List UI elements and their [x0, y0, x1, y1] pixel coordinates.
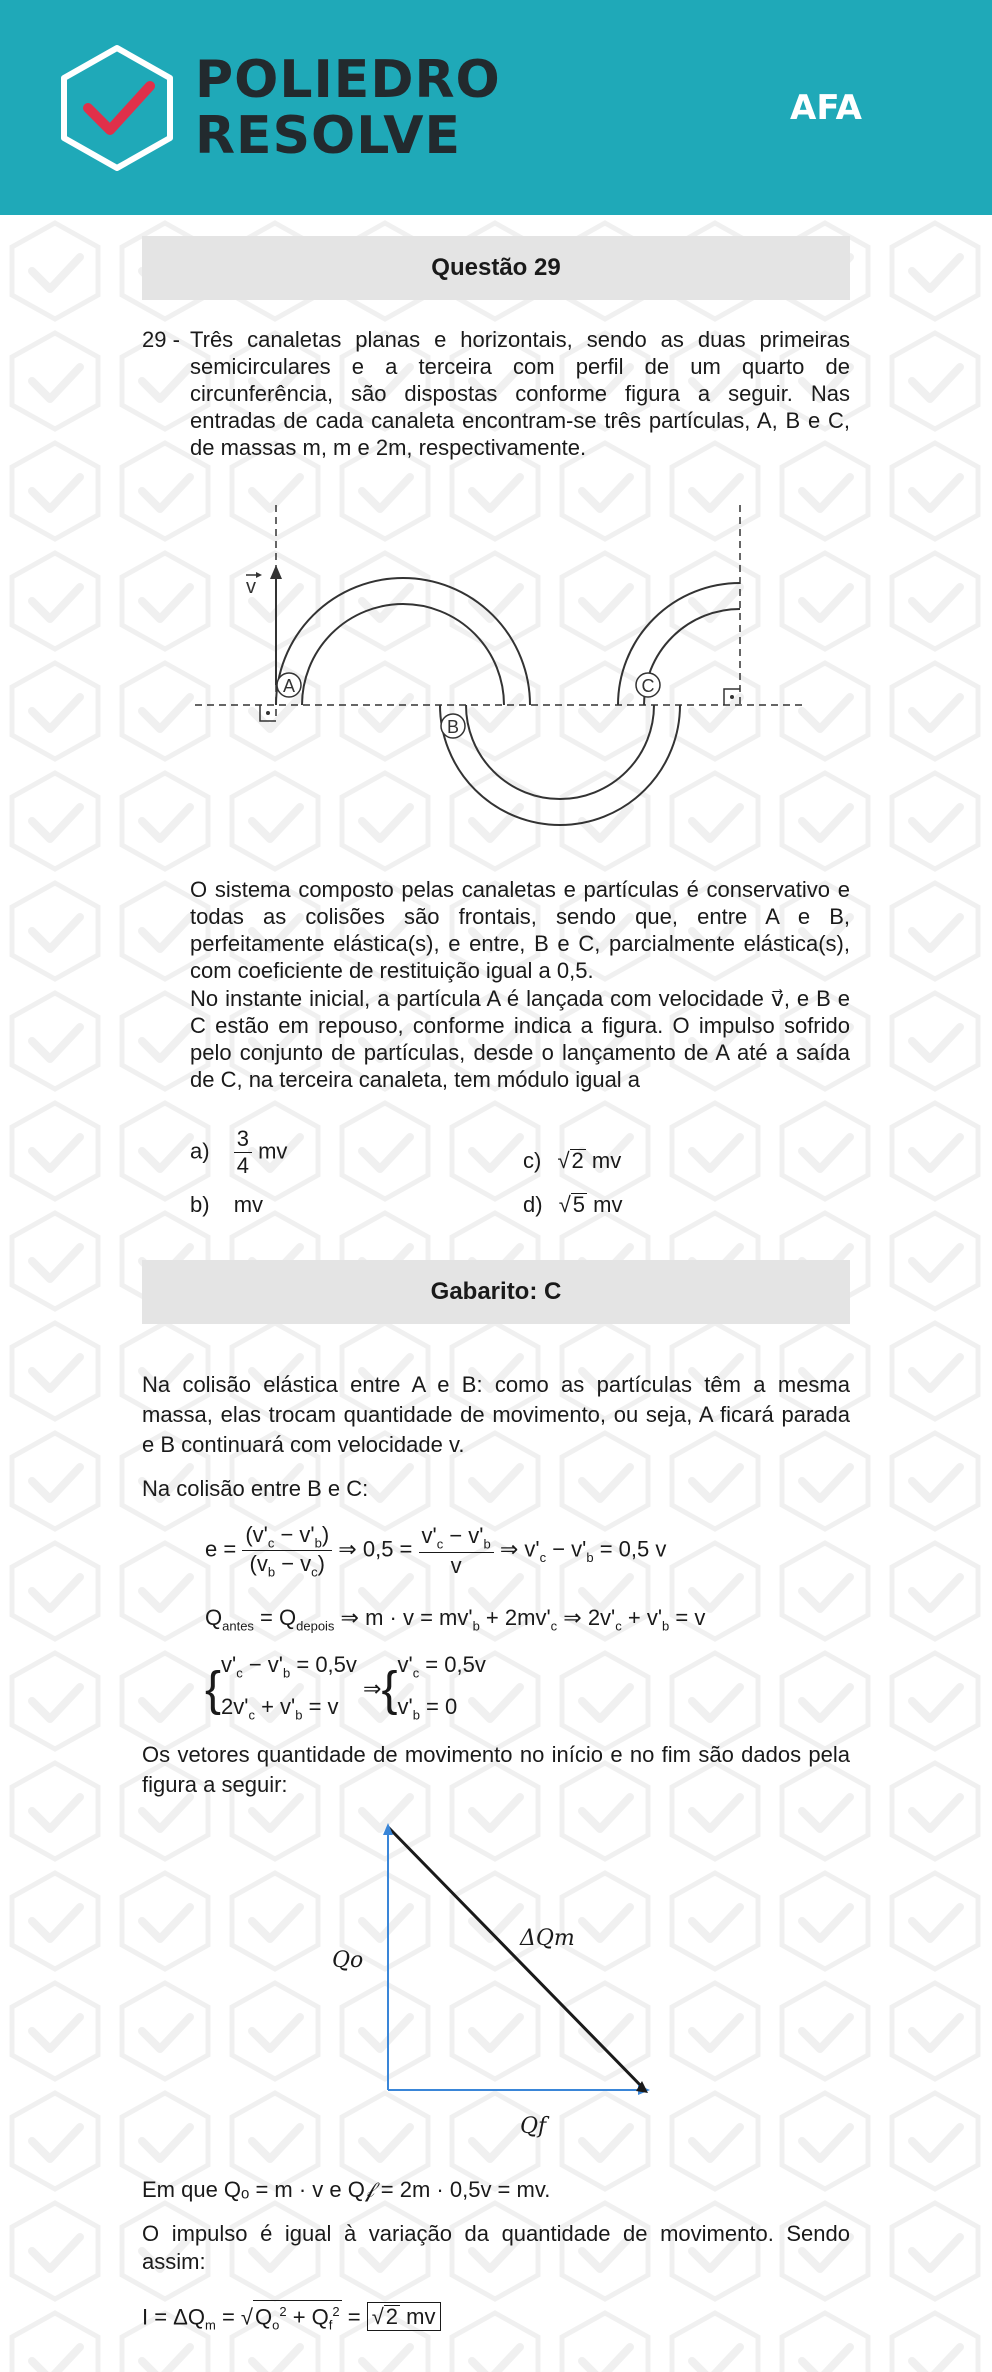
option-a-fraction [234, 1126, 252, 1179]
impulse-equation: $I = \Delta Q_m = √Q_o^2 + Q_f^2 = √2$ mv [142, 2300, 441, 2337]
question-title: Questão 29 [431, 254, 561, 281]
option-a[interactable] [190, 1126, 287, 1179]
question-number: 29 - [142, 327, 180, 352]
option-a-unit: mv [258, 1138, 288, 1164]
option-d[interactable]: d) √5 mv [523, 1192, 623, 1217]
answer-paragraph-2: Na colisão entre B e C: [142, 1476, 369, 1501]
velocity-label: v [246, 576, 256, 598]
particle-a-label: A [282, 676, 296, 696]
option-c-label: c) [523, 1148, 542, 1173]
option-d-root: 5 [572, 1192, 586, 1217]
option-c-unit: mv [591, 1148, 622, 1173]
exam-tag: AFA [790, 88, 862, 128]
answer-paragraph-1: Na colisão elástica entre A e B: como as partículas têm a mesma massa, elas trocam quantidade de movimento, ou seja, A ficará parada e B continuará com velocidade v. [142, 1372, 850, 1457]
option-b-label: b) [190, 1192, 210, 1217]
channels-figure [190, 505, 810, 835]
answer-paragraph-5: O impulso é igual à variação da quantidade de movimento. Sendo assim: [142, 2221, 850, 2274]
momentum-equation: $Q_{antes} = Q_{depois}$ ⇒ $m \cdot v = mv'_b + 2mv'_c$ ⇒ $2v'_c + v'_b = v$ [205, 1605, 706, 1634]
question-paragraph-1: O sistema composto pelas canaletas e partículas é conservativo e todas as colisões são frontais, sendo que, entre A e B, perfeitamente elástica(s), e entre, B e C, parcialmente elástica(s), com coeficiente de restituição igual a 0,5. [190, 877, 850, 983]
check-hexagon-icon [58, 44, 176, 172]
brand-title [195, 52, 501, 164]
answer-paragraph-4: Em que Qₒ = m · v e Q𝒻 = 2m · 0,5v = mv. [142, 2177, 551, 2202]
option-a-numerator: 3 [234, 1126, 252, 1153]
restitution-equation: e = $\frac{(v'_c - v'_b)}{(v_b - v_c)}$ ⇒ 0,5 = $\frac{v'_c - v'_b}{v}$ ⇒ $v'_c - v'_b = 0,5$ v [205, 1522, 667, 1580]
header-band [0, 0, 992, 215]
momentum-vector-figure [320, 1815, 680, 2145]
answer-title-bar [142, 1260, 850, 1324]
option-d-label: d) [523, 1192, 543, 1217]
particle-b-label: B [446, 717, 460, 737]
answer-title: Gabarito: C [430, 1278, 562, 1305]
particle-c-label: C [641, 676, 655, 696]
question-paragraph-2: No instante inicial, a partícula A é lançada com velocidade v⃗, e B e C estão em repouso, conforme indica a figura. O impulso sofrido pelo conjunto de partículas, desde o lançamento de A até a saída de C, na terceira canaleta, tem módulo igual a [190, 986, 850, 1092]
question-title-bar [142, 236, 850, 300]
option-b[interactable] [190, 1192, 263, 1218]
option-c[interactable]: c) √2 mv [523, 1148, 622, 1173]
option-d-unit: mv [593, 1192, 623, 1217]
dqm-label: ΔQm [520, 1926, 575, 1951]
brand-line-1: POLIEDRO [195, 50, 501, 110]
option-a-label: a) [190, 1138, 210, 1164]
brand-line-2: RESOLVE [195, 106, 461, 166]
qo-label: Qo [332, 1948, 364, 1973]
option-b-text: mv [233, 1192, 264, 1217]
option-c-root: 2 [571, 1148, 584, 1173]
question-statement: Três canaletas planas e horizontais, sendo as duas primeiras semicirculares e a terceira com perfil de um quarto de circunferência, são dispostas conforme figura a seguir. Nas entradas de cada canaleta encontram-se três partículas, A, B e C, de massas m, m e 2m, respectivamente. [190, 327, 850, 460]
option-a-denominator: 4 [236, 1153, 249, 1178]
qf-label: Qf [520, 2114, 547, 2139]
answer-paragraph-3: Os vetores quantidade de movimento no início e no fim são dados pela figura a seguir: [142, 1742, 850, 1797]
system-equation: {$v'_c - v'_b = 0,5v$ $2v'_c + v'_b = v$ $\Rightarrow\{v'_c = 0,5v$ $v'_b = 0$ [205, 1652, 486, 1723]
